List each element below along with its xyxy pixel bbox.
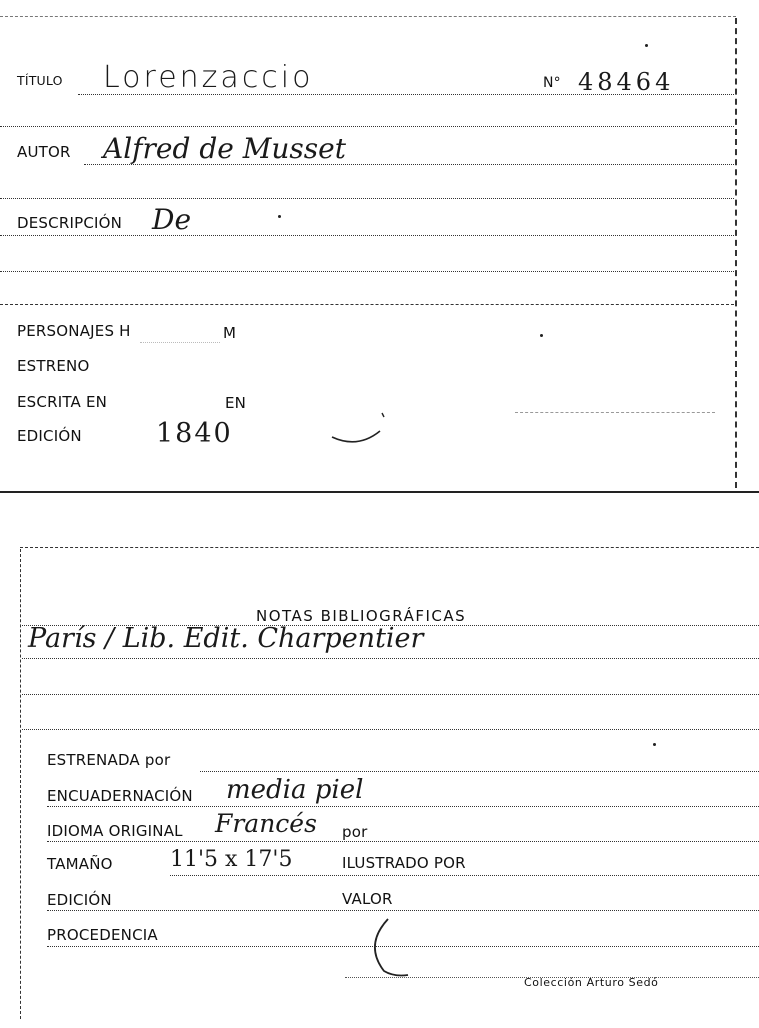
descripcion-value: De (152, 203, 192, 236)
blank-rule-2 (0, 198, 734, 199)
titulo-value: Lorenzaccio (103, 60, 314, 95)
valor-label: VALOR (342, 890, 393, 908)
tamano-label: TAMAÑO (47, 855, 113, 873)
encuadernacion-value: media piel (226, 775, 364, 805)
estrenada-rule (200, 771, 759, 772)
descripcion-rule-3 (0, 304, 734, 305)
speck (653, 743, 656, 746)
descripcion-label: DESCRIPCIÓN (17, 214, 123, 232)
autor-rule (84, 164, 734, 165)
encuadernacion-label: ENCUADERNACIÓN (47, 787, 193, 805)
notas-value: París / Lib. Edit. Charpentier (28, 623, 424, 654)
personajes-label: PERSONAJES H (17, 322, 131, 340)
titulo-rule (78, 94, 734, 95)
edicion-rule (47, 910, 759, 911)
descripcion-rule (0, 235, 734, 236)
edicion-label: EDICIÓN (17, 427, 82, 445)
encuadernacion-rule (47, 806, 759, 807)
notas-rule-3 (22, 694, 759, 695)
card-top-edge (20, 547, 759, 548)
idioma-por-label: por (342, 823, 368, 841)
escrita-en-label-2: EN (225, 394, 247, 412)
card-bottom-edge (0, 491, 759, 493)
estrenada-label: ESTRENADA por (47, 751, 171, 769)
descripcion-rule-2 (0, 271, 734, 272)
idioma-rule (47, 841, 759, 842)
card-right-border (735, 18, 737, 488)
stamp-arc-mark (330, 405, 390, 450)
notas-rule-4 (22, 729, 759, 730)
ilustrado-label: ILUSTRADO POR (342, 854, 466, 872)
escrita-en-label: ESCRITA EN (17, 393, 108, 411)
escrita-rule (515, 412, 715, 413)
card-top-edge (0, 16, 736, 17)
personajes-rule (140, 342, 220, 343)
procedencia-label: PROCEDENCIA (47, 926, 158, 944)
numero-value: 48464 (578, 68, 675, 96)
speck (540, 334, 543, 337)
tamano-rule (170, 875, 759, 876)
edicion-label: EDICIÓN (47, 891, 112, 909)
notas-rule (22, 625, 759, 626)
catalog-card-back (0, 545, 759, 1028)
autor-value: Alfred de Musset (103, 132, 346, 165)
catalog-card-front (0, 0, 759, 494)
autor-label: AUTOR (17, 143, 71, 161)
speck (278, 215, 281, 218)
stamp-bracket-mark (364, 915, 424, 981)
estreno-label: ESTRENO (17, 357, 90, 375)
idioma-label: IDIOMA ORIGINAL (47, 822, 183, 840)
tamano-value: 11'5 x 17'5 (170, 847, 293, 872)
notas-rule-2 (22, 658, 759, 659)
coleccion-stamp: Colección Arturo Sedó (524, 976, 659, 989)
edicion-value: 1840 (156, 418, 233, 449)
idioma-value: Francés (215, 809, 317, 838)
titulo-label: TÍTULO (17, 73, 63, 88)
blank-rule-1 (0, 126, 734, 127)
numero-label: N° (543, 75, 561, 91)
card-left-border (20, 549, 21, 1019)
speck (645, 44, 648, 47)
notas-heading: NOTAS BIBLIOGRÁFICAS (256, 607, 467, 625)
personajes-m-label: M (223, 324, 237, 342)
